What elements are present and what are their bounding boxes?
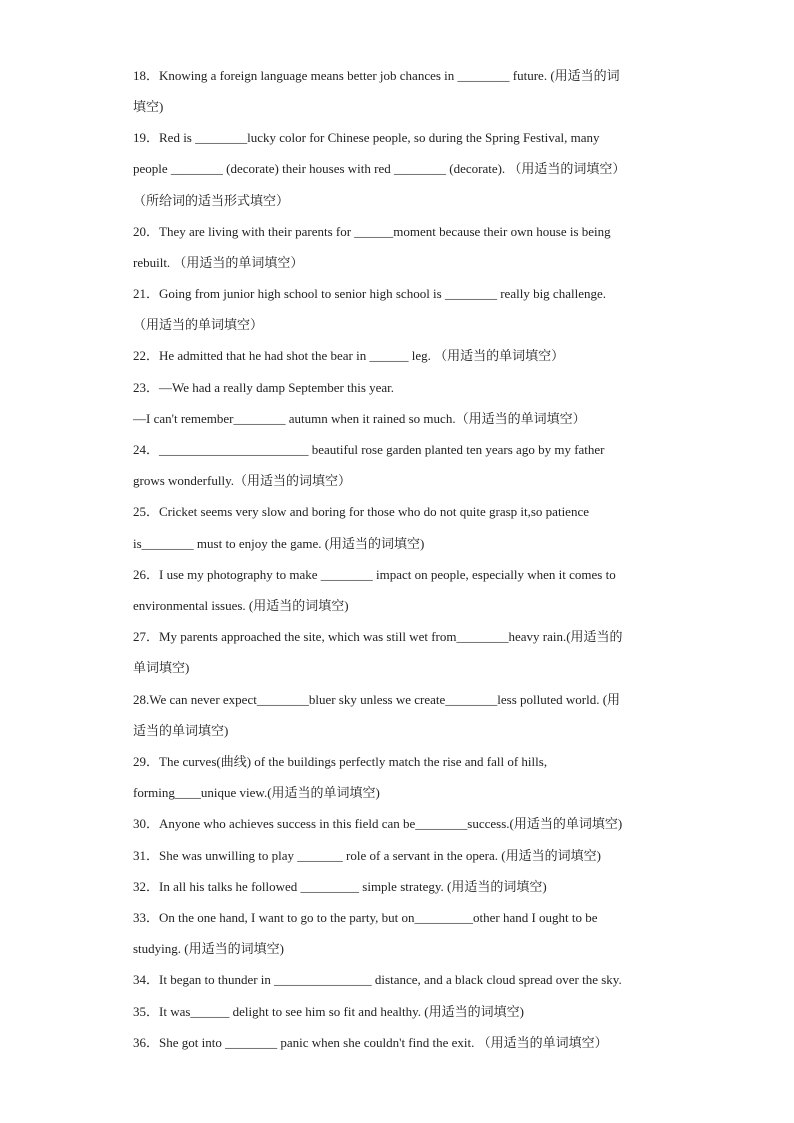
text-line: 36．She got into ________ panic when she couldn't find the exit. （用适当的单词填空） <box>133 1035 608 1050</box>
text-line: （用适当的单词填空） <box>133 317 264 332</box>
text-line: 适当的单词填空) <box>133 723 229 738</box>
text-line: 填空) <box>133 99 164 114</box>
text-line: 22．He admitted that he had shot the bear in ______ leg. （用适当的单词填空） <box>133 348 565 363</box>
text-line: people ________ (decorate) their houses with red ________ (decorate). （用适当的词填空） <box>133 161 626 176</box>
text-line: 29．The curves(曲线) of the buildings perfectly match the rise and fall of hills, <box>133 754 548 769</box>
text-line: forming____unique view.(用适当的单词填空) <box>133 785 380 800</box>
text-line: 24．_______________________ beautiful rose garden planted ten years ago by my father <box>133 442 605 457</box>
text-line: 单词填空) <box>133 660 190 675</box>
text-line: is________ must to enjoy the game. (用适当的词填空) <box>133 536 425 551</box>
text-line: —I can't remember________ autumn when it rained so much.（用适当的单词填空） <box>133 411 586 426</box>
text-line: 25．Cricket seems very slow and boring for those who do not quite grasp it,so patience <box>133 504 589 519</box>
text-line: 23．—We had a really damp September this year. <box>133 380 395 395</box>
text-line: studying. (用适当的词填空) <box>133 941 284 956</box>
text-line: 18．Knowing a foreign language means better job chances in ________ future. (用适当的词 <box>133 68 620 83</box>
text-line: 27．My parents approached the site, which was still wet from________heavy rain.(用适当的 <box>133 629 623 644</box>
text-line: 31．She was unwilling to play _______ role of a servant in the opera. (用适当的词填空) <box>133 848 601 863</box>
text-line: 32．In all his talks he followed _________ simple strategy. (用适当的词填空) <box>133 879 547 894</box>
text-line: 26．I use my photography to make ________ impact on people, especially when it comes to <box>133 567 616 582</box>
text-line: 21．Going from junior high school to senior high school is ________ really big challenge. <box>133 286 606 301</box>
text-line: rebuilt. （用适当的单词填空） <box>133 255 304 270</box>
text-line: 34．It began to thunder in _______________ distance, and a black cloud spread over the sky. <box>133 972 622 987</box>
text-line: 35．It was______ delight to see him so fit and healthy. (用适当的词填空) <box>133 1004 524 1019</box>
text-line: 19．Red is ________lucky color for Chinese people, so during the Spring Festival, many <box>133 130 600 145</box>
text-line: 28.We can never expect________bluer sky unless we create________less polluted world. (用 <box>133 692 621 707</box>
text-line: environmental issues. (用适当的词填空) <box>133 598 349 613</box>
text-line: （所给词的适当形式填空） <box>133 193 290 208</box>
text-line: 33．On the one hand, I want to go to the party, but on_________other hand I ought to be <box>133 910 598 925</box>
text-line: grows wonderfully.（用适当的词填空） <box>133 473 351 488</box>
text-line: 30．Anyone who achieves success in this field can be________success.(用适当的单词填空) <box>133 816 623 831</box>
text-line: 20．They are living with their parents for ______moment because their own house is being <box>133 224 611 239</box>
